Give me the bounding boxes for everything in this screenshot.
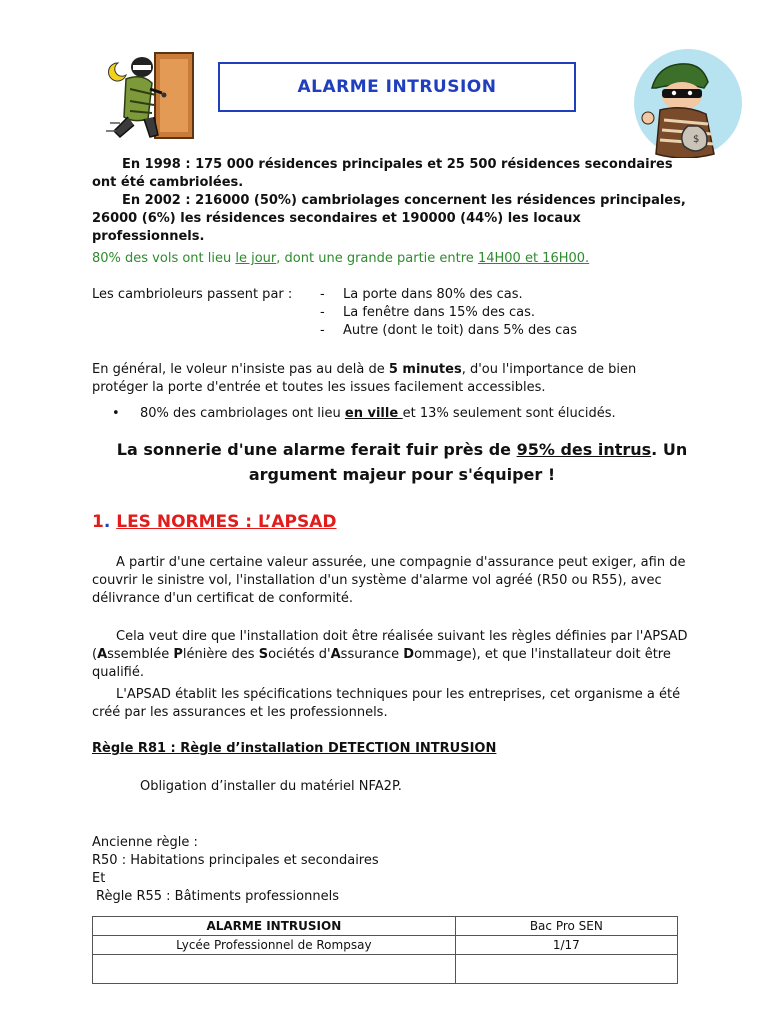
section-number: 1: [92, 512, 104, 532]
acronym-letter: S: [258, 647, 269, 662]
footer-title: ALARME INTRUSION: [93, 917, 456, 936]
apsad-paragraph-3: L'APSAD établit les spécifications techniques pour les entreprises, cet organisme a été créé par les assurances et les professionnels.: [92, 687, 681, 720]
bullet-item: [112, 405, 712, 423]
sonnerie-text-c: . Un argument majeur pour s'équiper !: [248, 440, 688, 484]
vols-statement: [92, 250, 692, 268]
footer-class: Bac Pro SEN: [455, 917, 677, 936]
svg-text:$: $: [693, 134, 700, 145]
acronym-part: ommage: [414, 647, 472, 662]
vols-le-jour: le jour: [235, 251, 277, 266]
passage-row-3: [92, 323, 692, 341]
acronym-part: ociétés d': [268, 647, 331, 662]
regle-r81-title: Règle R81 : Règle d’installation DETECTION INTRUSION: [92, 741, 497, 756]
acronym-letter: P: [173, 647, 183, 662]
acronym-part: ssurance: [340, 647, 404, 662]
obligation-text: Obligation d’installer du matériel NFA2P.: [140, 779, 402, 794]
footer-school: Lycée Professionnel de Rompsay: [93, 936, 456, 955]
footer-empty-cell: [93, 955, 456, 984]
section-title: LES NORMES : L’APSAD: [116, 512, 337, 532]
burglar-door-clipart: [100, 45, 200, 145]
regle-et: Et: [92, 871, 106, 886]
apsad-p2-pre: Cela veut dire que l'installation doit être réalisée suivant les règles définies par l'APSAD (: [92, 629, 688, 662]
intro-paragraph-2: En 2002 : 216000 (50%) cambriolages concernent les résidences principales, 26000 (6%) les résidences secondaires et 190000 (44%) les locaux professionnels.: [92, 193, 686, 244]
apsad-paragraph-1: A partir d'une certaine valeur assurée, une compagnie d'assurance peut exiger, afin de couvrir le sinistre vol, l'installation d'un système d'alarme vol agréé (R50 ou R55), avec délivrance d'un certificat de conformité.: [92, 555, 686, 606]
list-dash: -: [320, 323, 325, 338]
passages-label: Les cambrioleurs passent par :: [92, 287, 293, 302]
apsad-paragraph-2: [92, 628, 692, 682]
sonnerie-statement: [92, 437, 712, 487]
apsad-p2-post: ), et que l'installateur doit être qualifié.: [92, 647, 671, 680]
list-dash: -: [320, 305, 325, 320]
document-title: ALARME INTRUSION: [218, 62, 576, 112]
acronym-letter: D: [403, 647, 415, 662]
general-text-a: En général, le voleur n'insiste pas au delà de: [92, 362, 389, 377]
acronym-letter: A: [330, 647, 341, 662]
list-dash: -: [320, 287, 325, 302]
bullet-text-a: 80% des cambriolages ont lieu: [140, 406, 345, 421]
sonnerie-95-percent: 95% des intrus: [516, 440, 652, 459]
acronym-part: lénière des: [182, 647, 259, 662]
acronym-part: ssemblée: [107, 647, 174, 662]
general-paragraph: [92, 361, 692, 397]
passage-row-2: [92, 305, 692, 323]
vols-text-c: , dont une grande partie entre: [276, 251, 478, 266]
general-text-c: , d'ou l'importance de bien protéger la porte d'entrée et toutes les issues facilement accessibles.: [92, 362, 637, 395]
general-5-minutes: 5 minutes: [388, 362, 462, 377]
footer-empty-cell: [455, 955, 677, 984]
bullet-text-c: et 13% seulement sont élucidés.: [402, 406, 616, 421]
burglar-bag-clipart: [630, 48, 745, 158]
regle-r55: Règle R55 : Bâtiments professionnels: [96, 889, 339, 904]
section-1-heading: [92, 512, 337, 532]
passage-item: Autre (dont le toit) dans 5% des cas: [343, 323, 578, 338]
regle-r50: R50 : Habitations principales et secondaires: [92, 853, 379, 868]
vols-text-a: 80% des vols ont lieu: [92, 251, 236, 266]
passage-item: La fenêtre dans 15% des cas.: [343, 305, 536, 320]
section-dot: .: [103, 512, 111, 532]
footer-page-number: 1/17: [455, 936, 677, 955]
acronym-letter: A: [97, 647, 108, 662]
bullet-en-ville: en ville: [344, 406, 403, 421]
footer-table: [92, 916, 678, 984]
passage-row-1: [92, 287, 692, 305]
vols-hours: 14H00 et 16H00.: [477, 251, 590, 266]
intro-paragraph-1: En 1998 : 175 000 résidences principales et 25 500 résidences secondaires ont été cambriolées.: [92, 157, 673, 190]
ancienne-regle: Ancienne règle :: [92, 835, 198, 850]
passage-item: La porte dans 80% des cas.: [343, 287, 523, 302]
bullet-dot-icon: •: [112, 406, 120, 421]
sonnerie-text-a: La sonnerie d'une alarme ferait fuir près de: [116, 440, 517, 459]
